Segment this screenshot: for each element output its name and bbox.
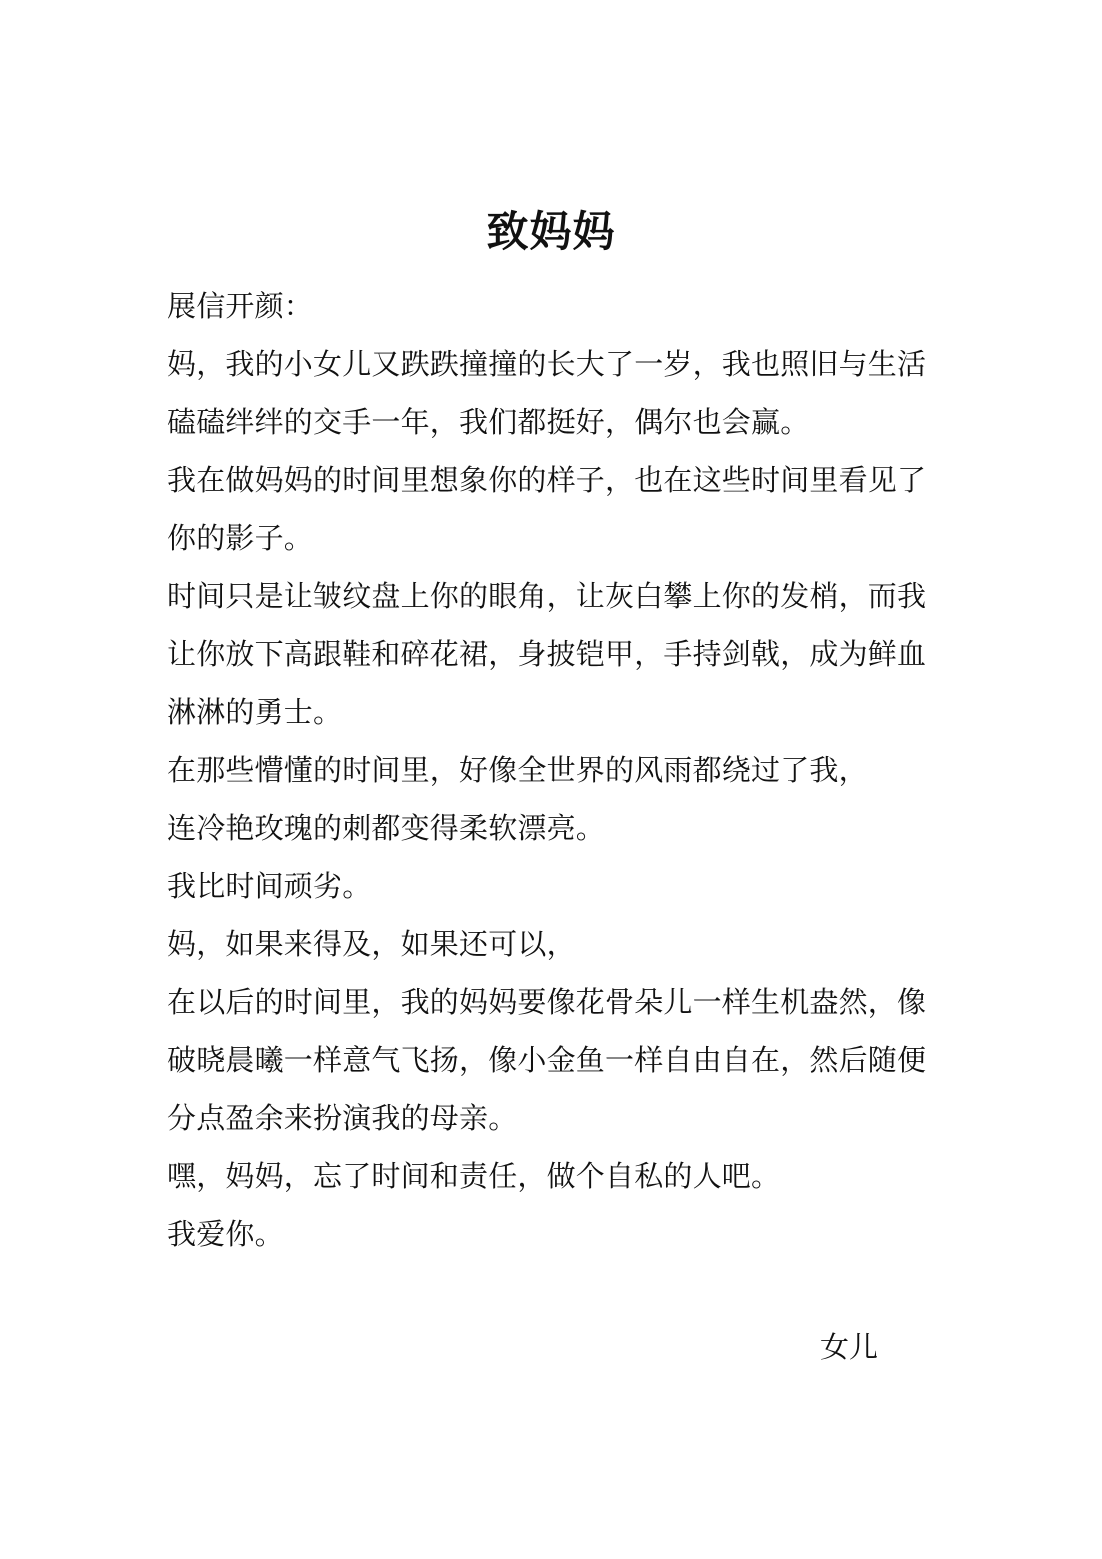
- letter-line: 妈，我的小女儿又跌跌撞撞的长大了一岁，我也照旧与生活: [167, 347, 927, 381]
- letter-line: 你的影子。: [167, 521, 314, 555]
- letter-line: 嘿，妈妈，忘了时间和责任，做个自私的人吧。: [167, 1159, 781, 1193]
- letter-line: 我比时间顽劣。: [167, 869, 372, 903]
- letter-line: 连冷艳玫瑰的刺都变得柔软漂亮。: [167, 811, 606, 845]
- letter-line: 淋淋的勇士。: [167, 695, 343, 729]
- signature: 女儿: [820, 1330, 879, 1364]
- letter-line: 破晓晨曦一样意气飞扬，像小金鱼一样自由自在，然后随便: [167, 1043, 927, 1077]
- letter-line: 时间只是让皱纹盘上你的眼角，让灰白攀上你的发梢，而我: [167, 579, 927, 613]
- greeting: 展信开颜：: [167, 289, 314, 323]
- letter-line: 在那些懵懂的时间里，好像全世界的风雨都绕过了我，: [167, 753, 868, 787]
- letter-line: 让你放下高跟鞋和碎花裙，身披铠甲，手持剑戟，成为鲜血: [167, 637, 927, 671]
- letter-title: 致妈妈: [486, 207, 616, 256]
- letter-line: 分点盈余来扮演我的母亲。: [167, 1101, 518, 1135]
- letter-line: 妈，如果来得及，如果还可以，: [167, 927, 576, 961]
- letter-line: 在以后的时间里，我的妈妈要像花骨朵儿一样生机盎然，像: [167, 985, 927, 1019]
- letter-line: 我在做妈妈的时间里想象你的样子，也在这些时间里看见了: [167, 463, 927, 497]
- letter-line: 磕磕绊绊的交手一年，我们都挺好，偶尔也会赢。: [167, 405, 810, 439]
- letter-line: 我爱你。: [167, 1217, 284, 1251]
- letter-body: [167, 277, 947, 1263]
